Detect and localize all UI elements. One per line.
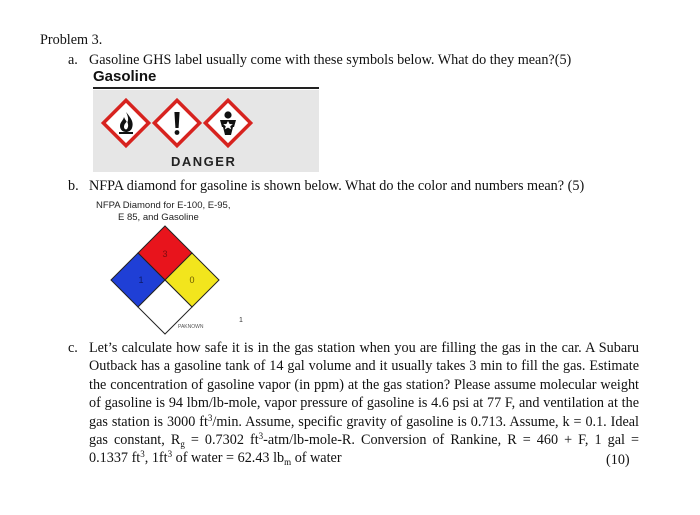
part-c-text-7: of water (291, 450, 342, 467)
superscript-3: 3 (258, 431, 264, 442)
nfpa-diamond (110, 224, 220, 336)
part-b-letter: b. (68, 178, 79, 194)
subscript-m: m (284, 457, 292, 468)
part-a-letter: a. (68, 52, 78, 68)
part-c-text-1: Let’s calculate how safe it is in the gas station when you are filling the gas in the car. A Subaru Outback has a gasoline tank of 14 gal volume and it usually takes 3 min to fill the gas. Estimate the concentration of gasoline vapor (in ppm) at the gas station? Please assume molecular weight of gasoline is 94 lbm/lb-mole, vapor pressure of gasoline is 4.6 psi at 77 F, and ventilation at the gas station is 3000 ft (89, 340, 639, 430)
part-c-text-5: , 1ft (144, 450, 168, 467)
flame-icon (103, 100, 148, 145)
ghs-signal-word: DANGER (171, 154, 237, 169)
part-c-text-4: -atm/lb-mole-R. Conversion of Rankine, R = 460 + F, 1 gal = 0.1337 ft (89, 432, 640, 467)
part-c-text-6: of water = 62.43 lb (172, 450, 285, 467)
superscript-3: 3 (140, 449, 145, 460)
subscript-g: g (180, 439, 185, 450)
part-c-points: (10) (606, 452, 630, 468)
nfpa-caption-line-2: E 85, and Gasoline (118, 212, 199, 223)
nfpa-caption-line-1: NFPA Diamond for E-100, E-95, (96, 200, 231, 211)
ghs-title-divider (93, 87, 319, 89)
nfpa-flammability-value: 3 (162, 249, 168, 259)
part-c-text-3: = 0.7302 ft (184, 432, 259, 449)
nfpa-instability-value: 0 (189, 275, 195, 285)
nfpa-watermark: PAKNOWN (178, 324, 204, 330)
ghs-label-title: Gasoline (93, 68, 157, 85)
nfpa-health-value: 1 (138, 275, 144, 285)
superscript-3: 3 (167, 449, 173, 460)
health-hazard-icon (205, 100, 250, 145)
exclamation-mark-icon (154, 100, 199, 145)
superscript-3: 3 (207, 412, 213, 423)
ghs-pictograms (93, 90, 319, 154)
part-c-question (89, 339, 639, 468)
part-c-letter: c. (68, 340, 78, 356)
problem-title: Problem 3. (40, 32, 103, 48)
part-a-question: Gasoline GHS label usually come with these symbols below. What do they mean?(5) (89, 52, 572, 68)
part-c-text-2: /min. Assume, specific gravity of gasoline is 0.713. Assume, k = 0.1. Ideal gas constant, R (89, 413, 640, 449)
stray-mark: 1 (239, 317, 243, 324)
part-b-question: NFPA diamond for gasoline is shown below. What do the color and numbers mean? (5) (89, 178, 585, 194)
